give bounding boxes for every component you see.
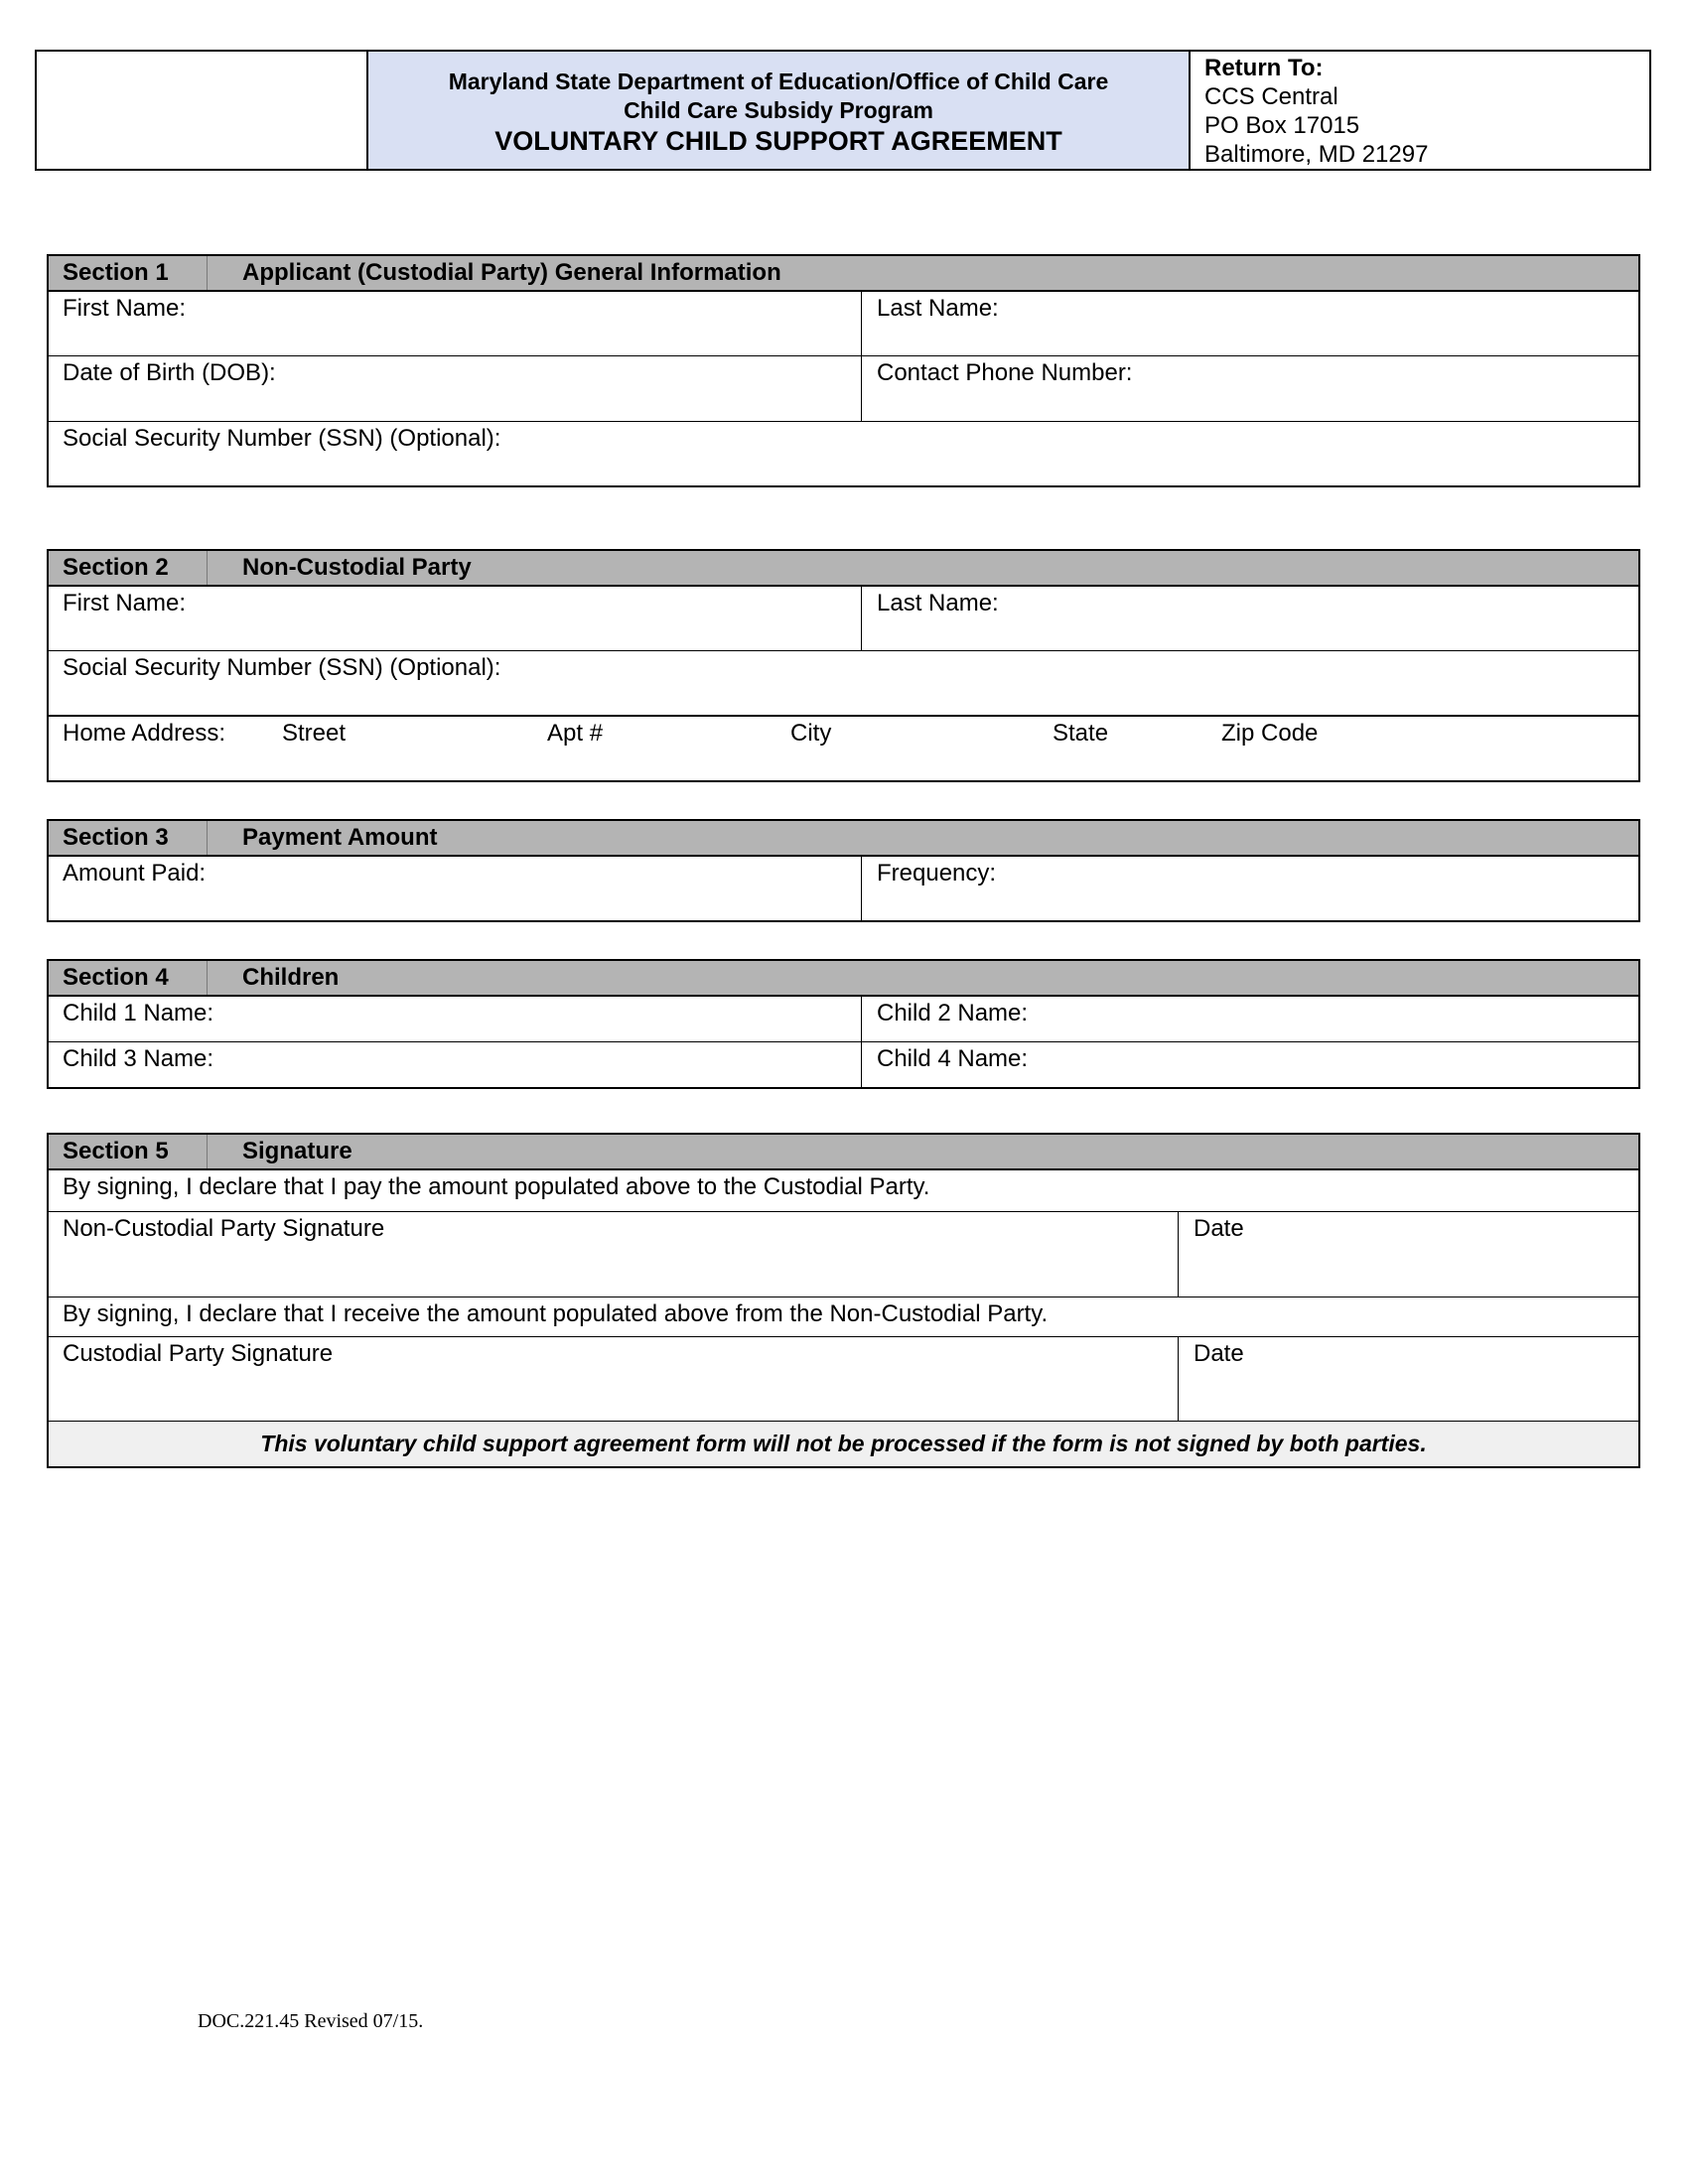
section-5 — [47, 1133, 1640, 1468]
field-label: Date of Birth (DOB): — [63, 359, 276, 386]
street-label: Street — [282, 720, 347, 747]
form-row — [49, 651, 1638, 717]
return-to-block — [1191, 52, 1649, 169]
field-label: Social Security Number (SSN) (Optional): — [63, 654, 501, 681]
form-row — [49, 1297, 1638, 1337]
form-row — [49, 422, 1638, 485]
field-label: Frequency: — [877, 860, 997, 887]
zip-code-label: Zip Code — [1221, 720, 1319, 747]
applicant-last-name-field[interactable] — [862, 292, 1638, 355]
field-label: Child 2 Name: — [877, 1000, 1029, 1026]
receive-declaration: By signing, I declare that I receive the amount populated above from the Non-Custodial Party. — [63, 1300, 1049, 1327]
header-title-block — [368, 52, 1191, 169]
section-number: Section 1 — [49, 256, 208, 290]
pay-declaration: By signing, I declare that I pay the amount populated above to the Custodial Party. — [63, 1173, 930, 1200]
field-label: Contact Phone Number: — [877, 359, 1133, 386]
form-row — [49, 1042, 1638, 1087]
field-label: First Name: — [63, 590, 187, 616]
section-header — [49, 551, 1638, 587]
form-row — [49, 292, 1638, 356]
section-number: Section 4 — [49, 961, 208, 995]
section-4 — [47, 959, 1640, 1089]
child-4-name-field[interactable] — [862, 1042, 1638, 1087]
ncp-date-field[interactable] — [1179, 1212, 1638, 1297]
amount-paid-field[interactable] — [49, 857, 862, 920]
section-header — [49, 821, 1638, 857]
child-3-name-field[interactable] — [49, 1042, 862, 1087]
processing-notice: This voluntary child support agreement form will not be processed if the form is not signed by both parties. — [49, 1421, 1638, 1466]
field-label: Amount Paid: — [63, 860, 207, 887]
form-row — [49, 997, 1638, 1042]
frequency-field[interactable] — [862, 857, 1638, 920]
field-label: Child 4 Name: — [877, 1045, 1029, 1072]
ncp-signature-field[interactable] — [49, 1212, 1179, 1297]
form-row — [49, 857, 1638, 920]
section-2 — [47, 549, 1640, 782]
field-label: Custodial Party Signature — [63, 1340, 334, 1367]
section-header — [49, 256, 1638, 292]
applicant-ssn-field[interactable] — [49, 422, 1638, 485]
city-label: City — [790, 720, 832, 747]
section-title: Applicant (Custodial Party) General Information — [242, 259, 781, 286]
form-row — [49, 1170, 1638, 1212]
return-address-line: PO Box 17015 — [1204, 112, 1360, 139]
program-name: Child Care Subsidy Program — [624, 96, 933, 123]
section-1 — [47, 254, 1640, 487]
section-header — [49, 961, 1638, 997]
child-1-name-field[interactable] — [49, 997, 862, 1041]
home-address-label: Home Address: — [63, 720, 226, 747]
header-logo-area — [37, 52, 368, 169]
return-address-line: CCS Central — [1204, 83, 1338, 110]
section-header — [49, 1135, 1638, 1170]
form-row — [49, 717, 1638, 780]
field-label: Date — [1194, 1340, 1244, 1367]
field-label: Non-Custodial Party Signature — [63, 1215, 385, 1242]
form-row — [49, 1337, 1638, 1421]
form-header — [35, 50, 1651, 171]
section-title: Children — [242, 964, 340, 991]
return-to-label: Return To: — [1204, 55, 1324, 81]
section-number: Section 3 — [49, 821, 208, 855]
ncp-ssn-field[interactable] — [49, 651, 1638, 715]
form-row — [49, 587, 1638, 651]
field-label: Social Security Number (SSN) (Optional): — [63, 425, 501, 452]
field-label: Child 1 Name: — [63, 1000, 214, 1026]
ncp-first-name-field[interactable] — [49, 587, 862, 650]
section-title: Payment Amount — [242, 824, 438, 851]
ncp-last-name-field[interactable] — [862, 587, 1638, 650]
child-2-name-field[interactable] — [862, 997, 1638, 1041]
form-row — [49, 356, 1638, 422]
field-label: Last Name: — [877, 295, 999, 322]
field-label: First Name: — [63, 295, 187, 322]
state-label: State — [1053, 720, 1109, 747]
section-3 — [47, 819, 1640, 922]
agency-name: Maryland State Department of Education/Office of Child Care — [448, 68, 1109, 94]
section-number: Section 5 — [49, 1135, 208, 1168]
field-label: Last Name: — [877, 590, 999, 616]
apt-label: Apt # — [547, 720, 604, 747]
applicant-first-name-field[interactable] — [49, 292, 862, 355]
form-row — [49, 1212, 1638, 1297]
cp-signature-field[interactable] — [49, 1337, 1179, 1421]
section-title: Non-Custodial Party — [242, 554, 472, 581]
applicant-phone-field[interactable] — [862, 356, 1638, 421]
ncp-home-address-field[interactable] — [49, 717, 1638, 780]
cp-date-field[interactable] — [1179, 1337, 1638, 1421]
applicant-dob-field[interactable] — [49, 356, 862, 421]
document-id: DOC.221.45 Revised 07/15. — [198, 2010, 424, 2032]
field-label: Date — [1194, 1215, 1244, 1242]
field-label: Child 3 Name: — [63, 1045, 214, 1072]
return-address-line: Baltimore, MD 21297 — [1204, 141, 1429, 168]
form-title: VOLUNTARY CHILD SUPPORT AGREEMENT — [494, 125, 1062, 156]
section-number: Section 2 — [49, 551, 208, 585]
section-title: Signature — [242, 1138, 352, 1164]
